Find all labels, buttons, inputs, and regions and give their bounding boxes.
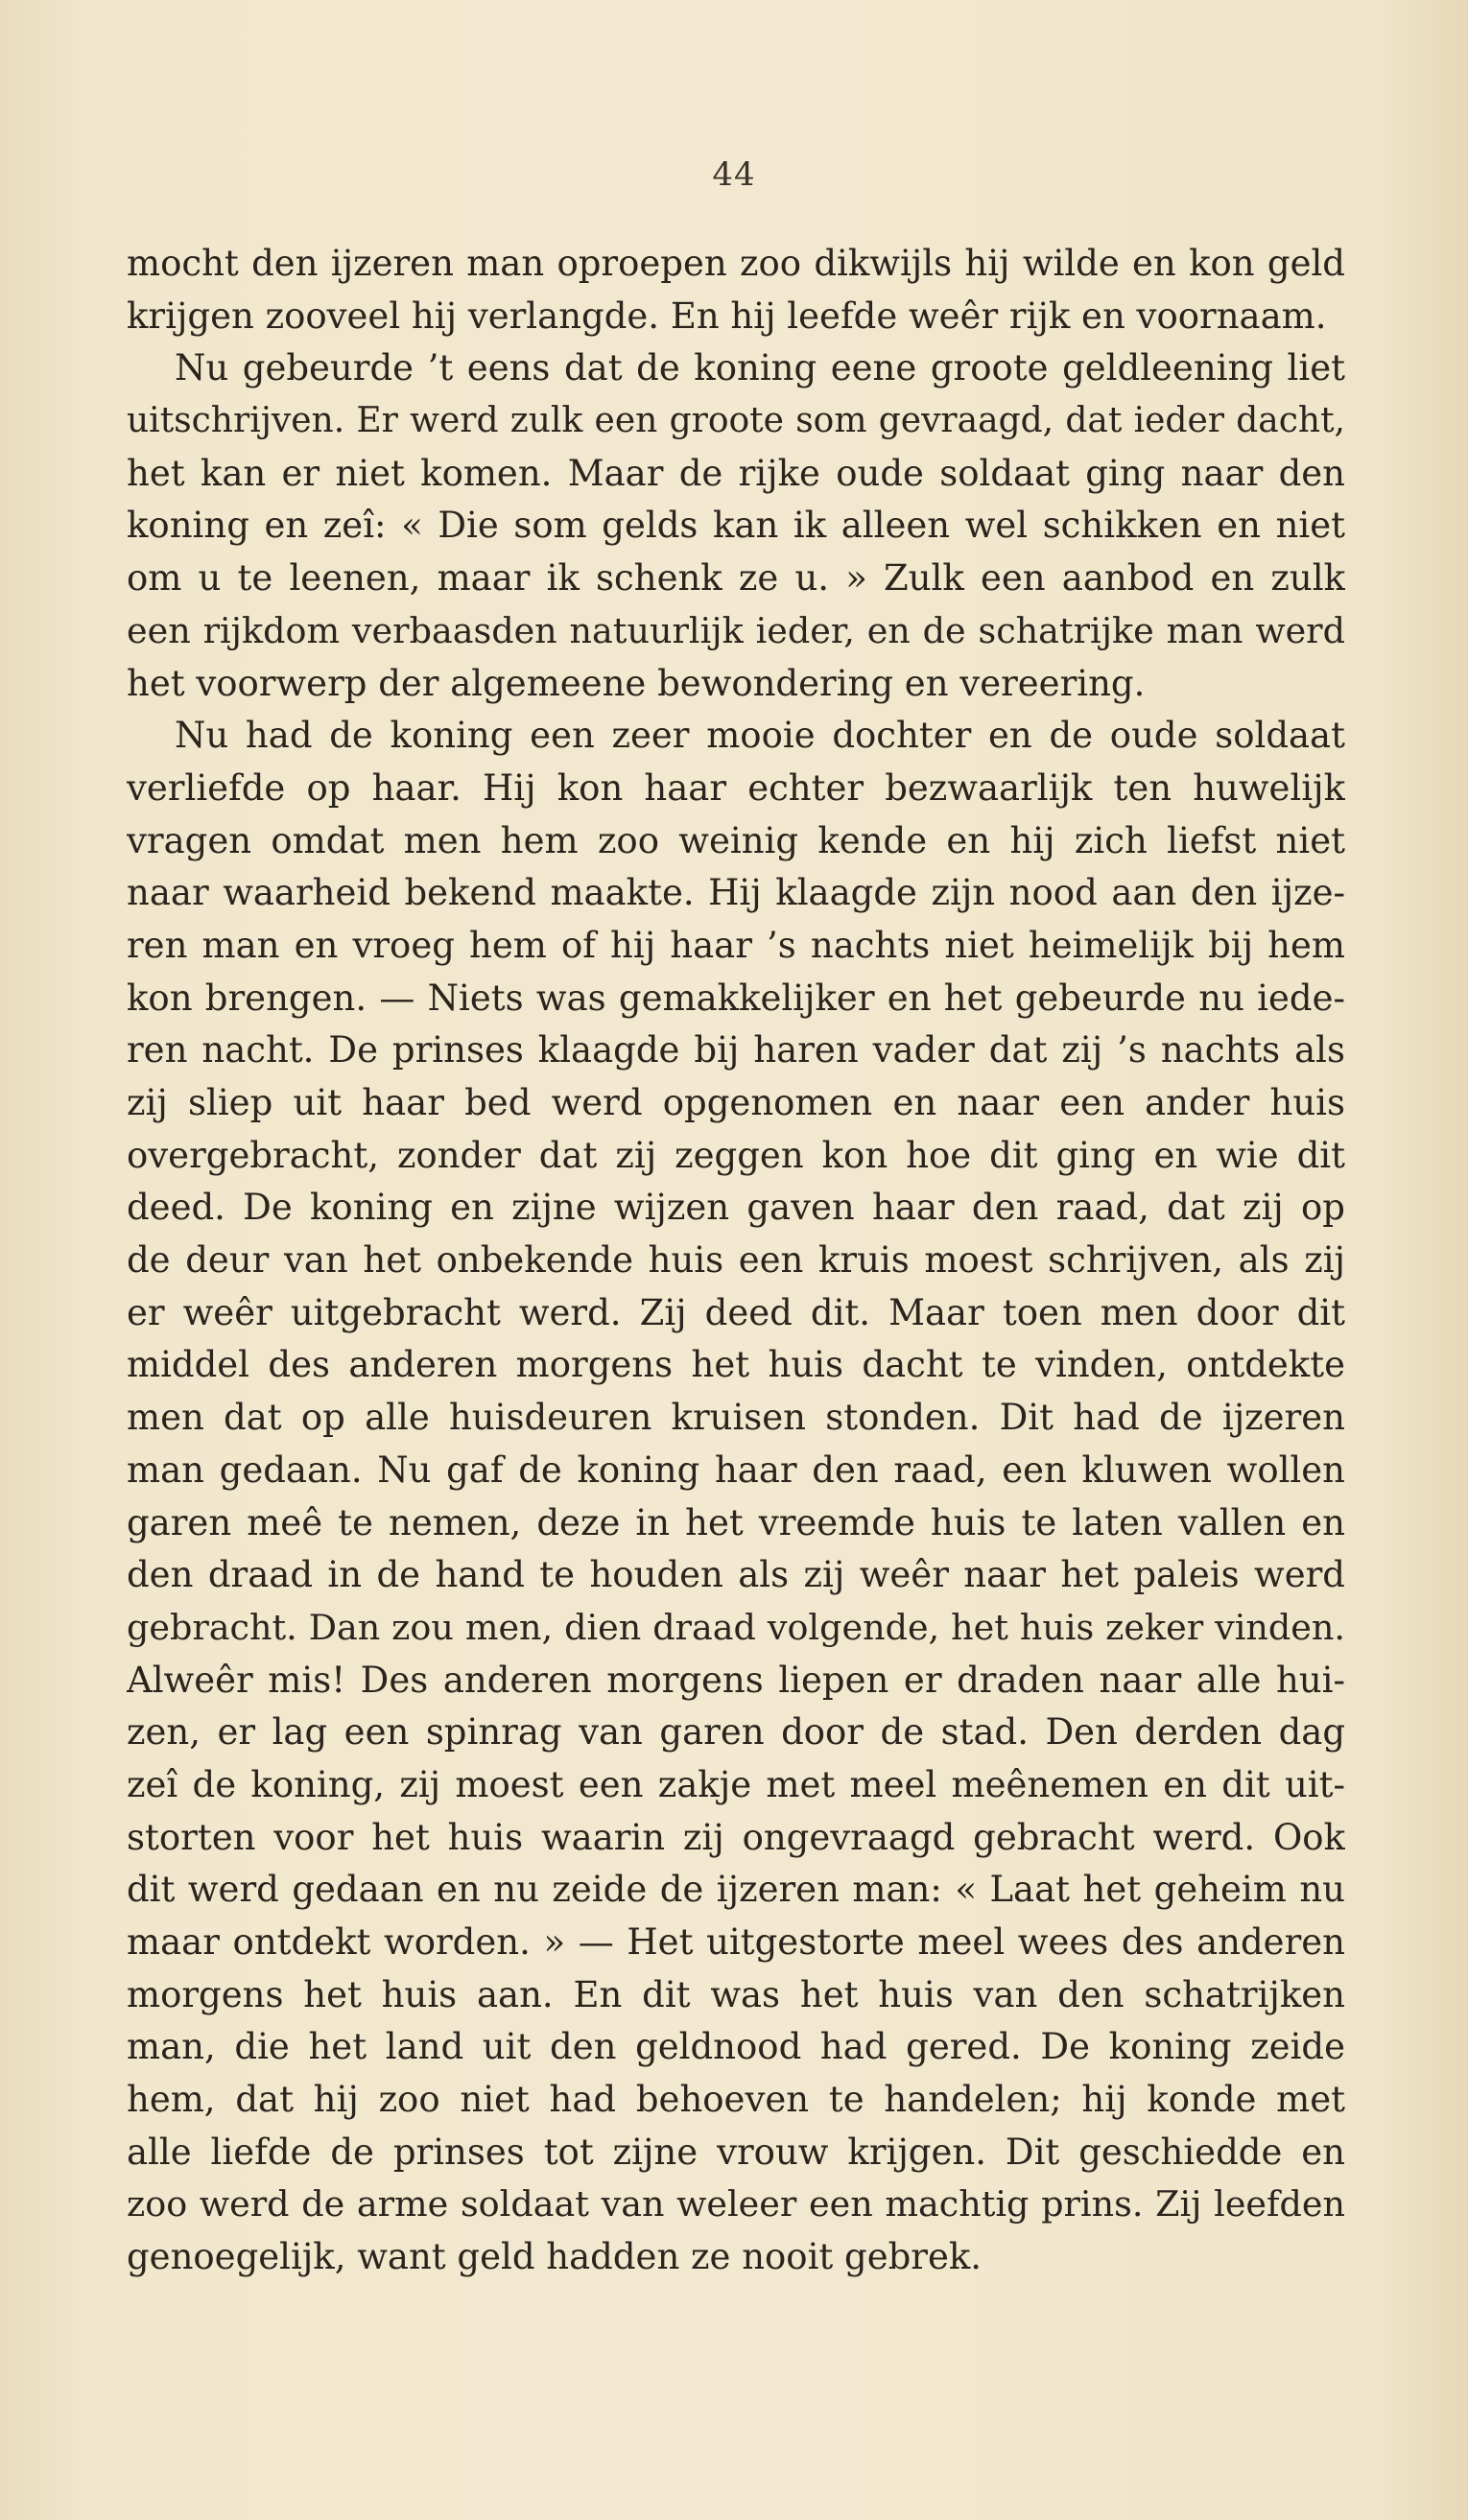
text-line: krijgen zooveel hij verlangde. En hij leefde weêr rijk en voornaam.	[127, 294, 1327, 337]
text-line: zij sliep uit haar bed werd opgenomen en naar een ander huis	[127, 1082, 1345, 1123]
text-line: het voorwerp der algemeene bewondering en vereering.	[127, 662, 1146, 704]
text-line: dit werd gedaan en nu zeide de ijzeren man: « Laat het geheim nu	[127, 1869, 1345, 1911]
text-line: men dat op alle huisdeuren kruisen stonden. Dit had de ijzeren	[127, 1397, 1345, 1439]
text-line: morgens het huis aan. En dit was het huis van den schatrijken	[127, 1973, 1345, 2015]
text-line: zeî de koning, zij moest een zakje met meel meênemen en dit uit-	[127, 1763, 1345, 1805]
text-line: koning en zeî: « Die som gelds kan ik alleen wel schikken en niet	[127, 505, 1345, 547]
text-line: de deur van het onbekende huis een kruis moest schrijven, als zij	[127, 1239, 1345, 1282]
text-line: ren nacht. De prinses klaagde bij haren vader dat zij ’s nachts als	[127, 1029, 1345, 1072]
text-line: overgebracht, zonder dat zij zeggen kon hoe dit ging en wie dit	[127, 1134, 1345, 1176]
text-line: maar ontdekt worden. » — Het uitgestorte meel wees des anderen	[127, 1921, 1345, 1963]
text-line: uitschrijven. Er werd zulk een groote som gevraagd, dat ieder dacht,	[127, 401, 1345, 441]
text-line: mocht den ijzeren man oproepen zoo dikwijls hij wilde en kon geld	[127, 243, 1345, 284]
text-line: den draad in de hand te houden als zij weêr naar het paleis werd	[127, 1554, 1345, 1596]
text-line: gebracht. Dan zou men, dien draad volgende, het huis zeker vinden.	[127, 1606, 1345, 1648]
text-line: alle liefde de prinses tot zijne vrouw krijgen. Dit geschiedde en	[127, 2131, 1345, 2173]
text-line: Nu had de koning een zeer mooie dochter en de oude soldaat	[175, 715, 1345, 757]
text-line: garen meê te nemen, deze in het vreemde huis te laten vallen en	[127, 1501, 1345, 1543]
text-line: ren man en vroeg hem of hij haar ’s nachts niet heimelijk bij hem	[127, 924, 1345, 966]
text-line: man gedaan. Nu gaf de koning haar den raad, een kluwen wollen	[127, 1448, 1345, 1491]
text-line: storten voor het huis waarin zij ongevraagd gebracht werd. Ook	[127, 1816, 1345, 1858]
text-line: vragen omdat men hem zoo weinig kende en hij zich liefst niet	[127, 819, 1345, 861]
text-line: een rijkdom verbaasden natuurlijk ieder, en de schatrijke man werd	[127, 609, 1345, 651]
text-line: genoegelijk, want geld hadden ze nooit gebrek.	[127, 2236, 983, 2278]
text-line: het kan er niet komen. Maar de rijke oude soldaat ging naar den	[127, 452, 1345, 494]
text-line: kon brengen. — Niets was gemakkelijker en het gebeurde nu iede-	[127, 977, 1345, 1019]
text-line: verliefde op haar. Hij kon haar echter bezwaarlijk ten huwelijk	[127, 766, 1345, 809]
text-line: zoo werd de arme soldaat van weleer een machtig prins. Zij leefden	[127, 2183, 1345, 2226]
text-line: deed. De koning en zijne wijzen gaven haar den raad, dat zij op	[127, 1187, 1345, 1229]
text-line: zen, er lag een spinrag van garen door de stad. Den derden dag	[127, 1711, 1345, 1754]
text-line: hem, dat hij zoo niet had behoeven te handelen; hij konde met	[127, 2079, 1345, 2121]
text-line: middel des anderen morgens het huis dacht te vinden, ontdekte	[127, 1344, 1345, 1386]
text-line: naar waarheid bekend maakte. Hij klaagde zijn nood aan den ijze-	[127, 872, 1345, 914]
body-text	[127, 238, 1345, 2284]
page-number: 44	[712, 155, 756, 194]
text-line: Alweêr mis! Des anderen morgens liepen er draden naar alle hui-	[127, 1659, 1345, 1701]
text-line: Nu gebeurde ’t eens dat de koning eene groote geldleening liet	[175, 347, 1345, 389]
text-line: om u te leenen, maar ik schenk ze u. » Zulk een aanbod en zulk	[127, 557, 1345, 600]
text-line: er weêr uitgebracht werd. Zij deed dit. Maar toen men door dit	[127, 1291, 1345, 1333]
text-line: man, die het land uit den geldnood had gered. De koning zeide	[127, 2026, 1345, 2068]
